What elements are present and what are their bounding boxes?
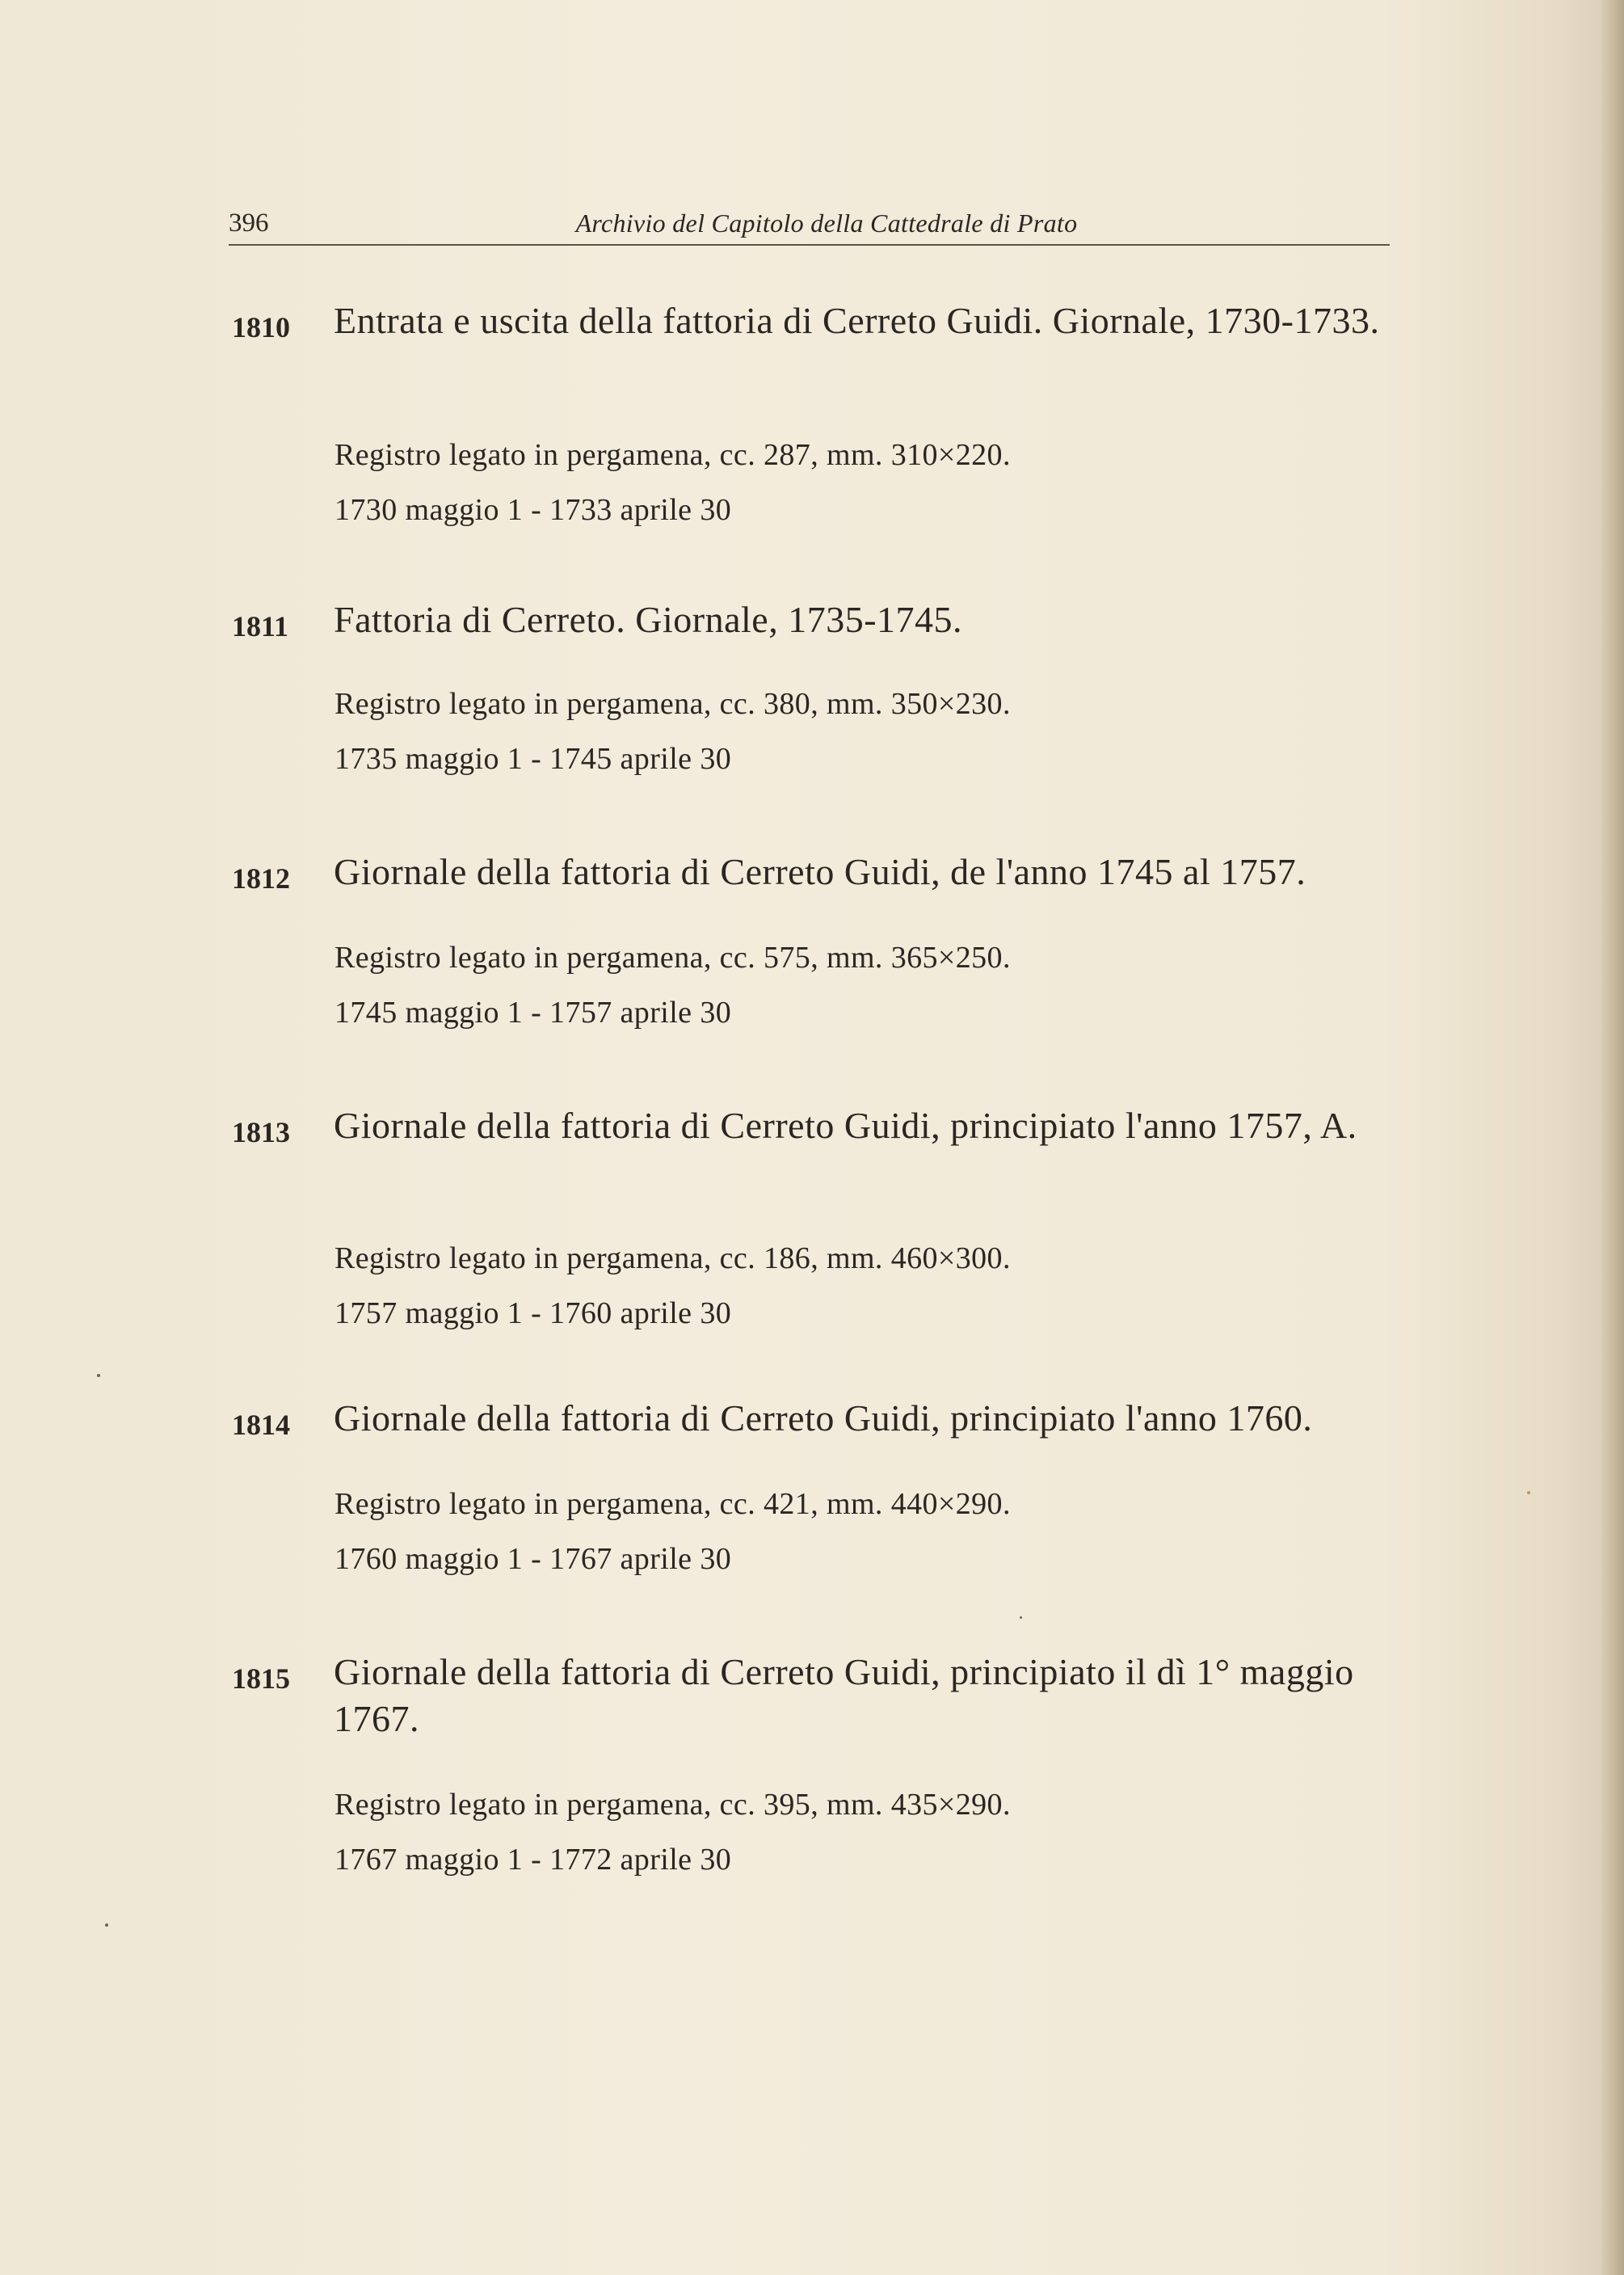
entry-title: Fattoria di Cerreto. Giornale, 1735-1745.	[334, 599, 963, 640]
entry-dates: 1730 maggio 1 - 1733 aprile 30	[334, 493, 732, 527]
entry-number: 1815	[232, 1662, 290, 1695]
entry-number: 1811	[232, 610, 289, 642]
entry-description: Registro legato in pergamena, cc. 380, mm. 350×230.	[334, 687, 1011, 721]
entry-title: Entrata e uscita della fattoria di Cerreto Guidi. Giornale, 1730-1733.	[334, 300, 1380, 341]
entry-dates: 1745 maggio 1 - 1757 aprile 30	[334, 996, 732, 1030]
entry-dates: 1767 maggio 1 - 1772 aprile 30	[334, 1843, 732, 1877]
catalog-entry	[229, 1102, 1408, 1345]
entry-number: 1813	[232, 1116, 290, 1148]
entry-title: Giornale della fattoria di Cerreto Guidi, principiato il dì 1° maggio 1767.	[334, 1651, 1354, 1739]
entry-number: 1812	[232, 862, 290, 895]
entry-title: Giornale della fattoria di Cerreto Guidi, principiato l'anno 1760.	[334, 1397, 1313, 1439]
entry-number: 1810	[232, 311, 290, 343]
entry-dates: 1735 maggio 1 - 1745 aprile 30	[334, 742, 732, 776]
paper-speck	[97, 1374, 100, 1377]
running-title: Archivio del Capitolo della Cattedrale di Prato	[575, 209, 1078, 238]
running-header	[229, 205, 1390, 246]
entry-title: Giornale della fattoria di Cerreto Guidi, principiato l'anno 1757, A.	[334, 1105, 1357, 1146]
entry-number: 1814	[232, 1409, 290, 1441]
catalog-entry	[229, 849, 1408, 1043]
paper-speck	[1527, 1491, 1530, 1494]
paper-speck	[1020, 1616, 1022, 1619]
paper-speck	[105, 1923, 108, 1927]
catalog-entry	[229, 596, 1408, 790]
entry-dates: 1757 maggio 1 - 1760 aprile 30	[334, 1296, 732, 1330]
entry-description: Registro legato in pergamena, cc. 186, mm. 460×300.	[334, 1241, 1011, 1275]
catalog-entry	[229, 1395, 1408, 1589]
entry-description: Registro legato in pergamena, cc. 287, mm. 310×220.	[334, 438, 1011, 472]
entry-description: Registro legato in pergamena, cc. 421, mm. 440×290.	[334, 1487, 1011, 1521]
page-number: 396	[229, 209, 269, 238]
entry-description: Registro legato in pergamena, cc. 395, mm. 435×290.	[334, 1788, 1011, 1822]
catalog-entry	[229, 1649, 1408, 1891]
entry-dates: 1760 maggio 1 - 1767 aprile 30	[334, 1542, 732, 1576]
catalog-entry	[229, 297, 1408, 532]
entry-title: Giornale della fattoria di Cerreto Guidi, de l'anno 1745 al 1757.	[334, 851, 1306, 892]
entry-description: Registro legato in pergamena, cc. 575, mm. 365×250.	[334, 941, 1011, 975]
page-gutter-shadow	[1601, 0, 1624, 2275]
